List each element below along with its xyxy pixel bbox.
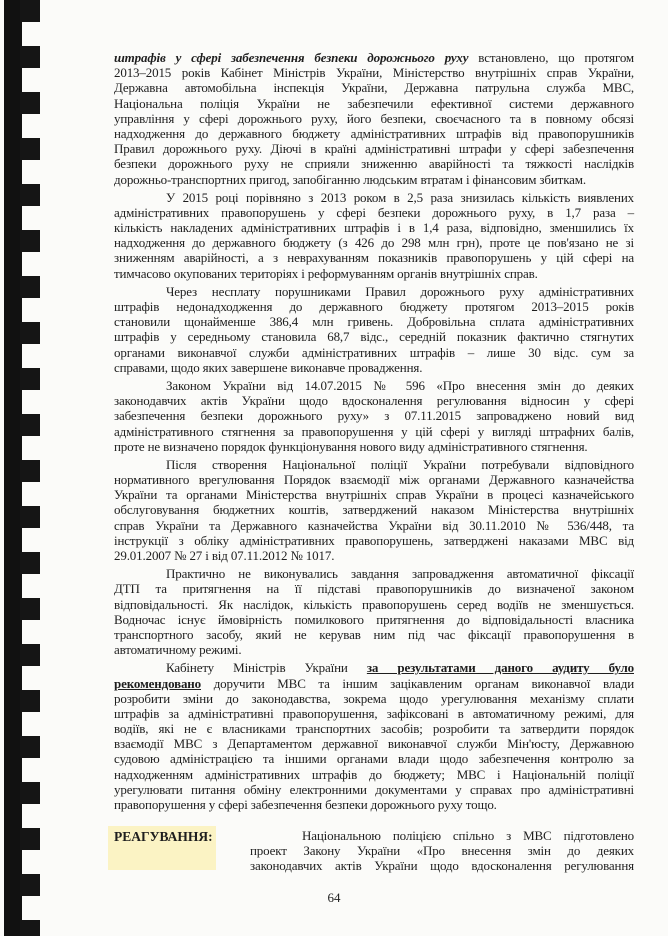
- text-line: [114, 50, 634, 65]
- text-line: відповідальності. Як наслідок, кількість правопорушень серед водіїв не зменшується.: [114, 596, 634, 612]
- text-line: обслуговування бюджетних коштів, затверджений наказом Міністерства внутрішніх: [114, 502, 634, 518]
- text-line: надходження до державного бюджету (з 426 до 298 млн грн), проте це пов'язано не зі: [114, 235, 634, 251]
- text-line: забезпечення безпеки дорожнього руху» з 07.11.2015 запроваджено новий вид: [114, 408, 634, 424]
- text-line: штрафів у середньому становила 68,7 відс., середній показник фактично стягнутих: [114, 329, 634, 345]
- text-line: України та органами Міністерства внутрішніх справ України в процесі казначейського: [114, 487, 634, 503]
- text-line: штрафів недонадходження до державного бюджету протягом 2013–2015 років: [114, 299, 634, 314]
- text-line: Правил дорожнього руху. Діючі в країні адміністративні штрафи у сфері забезпечення: [114, 141, 634, 157]
- text-line: взаємодії МВС з Департаментом державної виконавчої служби Мін'юсту, Державною: [114, 736, 634, 752]
- emphasis-heading: штрафів у сфері забезпечення безпеки дорожнього руху: [114, 50, 469, 65]
- text-line: Після створення Національної поліції України потребували відповідного: [166, 456, 634, 472]
- text-line: законодавчих актів України щодо вдосконалення регулювання: [250, 858, 634, 874]
- text-line: проект Закону України «Про внесення змін до деяких: [250, 843, 634, 859]
- text-line: урегулювати питання обміну електронними документами у справах про адміністративні: [114, 781, 634, 797]
- paragraph: [114, 190, 634, 281]
- text-line: розробити зміни до законодавства, зокрема щодо урегулювання механізму сплати: [114, 690, 634, 706]
- text-segment: Кабінету Міністрів України: [166, 660, 367, 676]
- text-line: правопорушення у сфері забезпечення безпеки дорожнього руху тощо.: [114, 797, 497, 812]
- text-line: Законом України від 14.07.2015 № 596 «Про внесення змін до деяких: [166, 377, 634, 393]
- paragraph: [114, 284, 634, 375]
- response-text: [250, 828, 634, 874]
- binding-holes: [20, 0, 40, 936]
- text-line: кількість накладених адміністративних штрафів і в 1,4 раза, відповідно, зменшились їх: [114, 220, 634, 236]
- emphasis-recommendation: за результатами даного аудиту було: [366, 660, 634, 676]
- text-segment: встановлено, що протягом: [468, 50, 634, 65]
- text-line: У 2015 році порівняно з 2013 роком в 2,5 раза знизилась кількість виявлених: [166, 189, 634, 205]
- text-line: 29.01.2007 № 27 і від 07.11.2012 № 1017.: [114, 548, 335, 563]
- text-line: проте не визначено порядок функціонування нового виду адміністративного стягнення.: [114, 438, 588, 454]
- text-line: Через несплату порушниками Правил дорожнього руху адміністративних: [166, 283, 634, 299]
- paragraph-findings: [114, 50, 634, 187]
- response-section: [108, 826, 634, 876]
- text-line: тимчасово окупованих територіях і реформуванням органів внутрішніх справ.: [114, 265, 538, 281]
- text-line: зниженням аварійності, а з неврахуванням показників правопорушень у цій сфері на: [114, 250, 634, 266]
- response-label: РЕАГУВАННЯ:: [108, 826, 216, 870]
- text-line: штрафів за адміністративні правопорушення, зафіксовані в автоматичному режимі, для: [114, 705, 634, 721]
- text-line: Національна поліція України не забезпечили ефективної системи державного: [114, 95, 634, 111]
- text-line: Національною поліцією спільно з МВС підготовлено: [302, 828, 634, 843]
- text-line: адміністративного стягнення за правопорушення у цій сфері у вигляді штрафних балів,: [114, 423, 634, 439]
- page-number: 64: [327, 890, 341, 905]
- text-line: автоматичному режимі.: [114, 642, 242, 658]
- text-line: ДТП та притягнення на її підставі правопорушників до визначеної законом: [114, 581, 634, 597]
- paragraph: [114, 378, 634, 454]
- emphasis-recommendation: рекомендовано: [114, 675, 201, 691]
- text-line: адміністративних правопорушень у сфері безпеки дорожнього руху, в 1,7 раза –: [114, 204, 634, 220]
- text-line: законодавчих актів України щодо вдосконалення регулювання відносин у сфері: [114, 393, 634, 409]
- text-line: Водночас існує ймовірність помилкового притягнення до відповідальності власника: [114, 611, 634, 627]
- text-line: органами виконавчої служби адміністративних штрафів – лише 30 відс. сум за: [114, 344, 634, 360]
- paragraph: [114, 457, 634, 563]
- text-line: управління у сфері дорожнього руху, його безпеки, своєчасного та в повному обсязі: [114, 110, 634, 126]
- text-line: справами, щодо яких завершене виконавче провадження.: [114, 359, 423, 375]
- text-line: справ України та Державного казначейства України від 30.11.2010 № 536/448, та: [114, 517, 634, 533]
- text-line: надходження до державного бюджету адміністративних штрафів від правопорушників: [114, 125, 634, 141]
- text-line: нормативного врегулювання Порядок взаємодії між органами Державного казначейства: [114, 472, 634, 488]
- text-segment: доручити МВС та іншим зацікавленим органам виконавчої влади: [201, 675, 634, 691]
- text-line: [114, 676, 634, 691]
- text-line: водіїв, які не є власниками транспортних засобів; розробити та затвердити порядок: [114, 721, 634, 737]
- text-line: судовою адміністрацією та іншими органами влади щодо забезпечення контролю за: [114, 751, 634, 767]
- text-line: безпеки дорожнього руху не сприяли зниженню аварійності та тяжкості наслідків: [114, 156, 634, 172]
- text-line: Державна автомобільна інспекція України, Державна патрульна служба МВС,: [114, 80, 634, 96]
- paragraph-recommendation: [114, 660, 634, 812]
- text-line: 2013–2015 років Кабінет Міністрів України, Міністерство внутрішніх справ України,: [114, 65, 634, 81]
- text-line: надходженням адміністративних штрафів до бюджету; МВС і Національній поліції: [114, 766, 634, 782]
- text-line: транспортного засобу, який не керував ним під час фіксації правопорушення в: [114, 626, 634, 642]
- text-line: становили щонайменше 386,4 млн гривень. Добровільна сплата адміністративних: [114, 314, 634, 330]
- text-line: інструкції з обліку адміністративних правопорушень, затверджені наказами МВС від: [114, 532, 634, 548]
- text-line: [114, 660, 634, 675]
- text-line: Практично не виконувались завдання запровадження автоматичної фіксації: [166, 566, 634, 582]
- paragraph: [114, 566, 634, 657]
- document-body: [114, 50, 634, 812]
- text-line: дорожньо-транспортних пригод, запобіганню людським втратам і фінансовим збиткам.: [114, 171, 586, 187]
